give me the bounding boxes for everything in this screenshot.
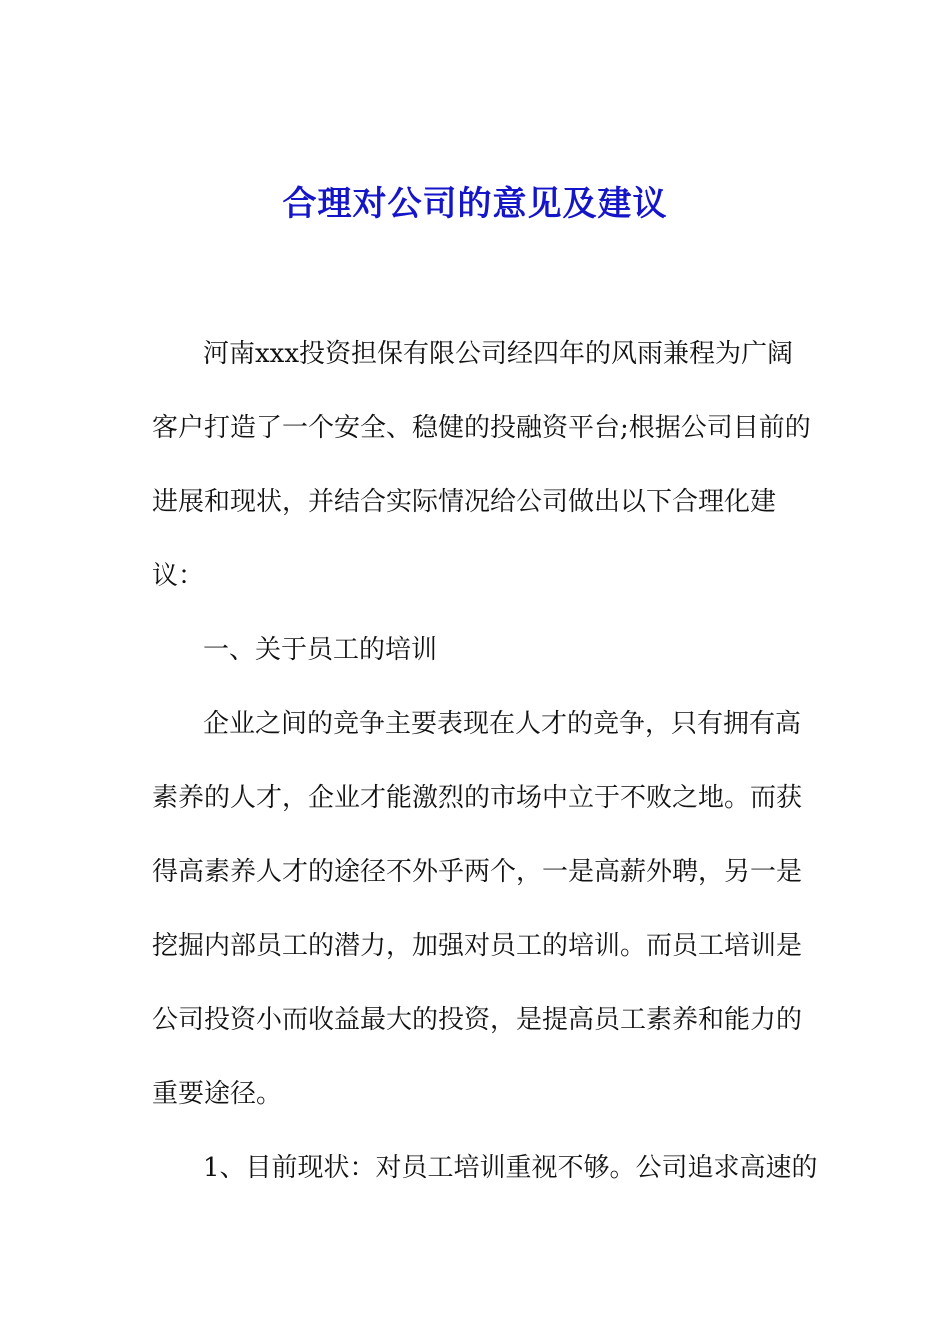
paragraph-line: 公司投资小而收益最大的投资，是提高员工素养和能力的: [152, 1005, 803, 1035]
section-heading: 一、关于员工的培训: [203, 635, 438, 665]
paragraph-line: 进展和现状，并结合实际情况给公司做出以下合理化建: [152, 487, 777, 517]
paragraph-line: 议：: [152, 561, 205, 591]
paragraph-line: 挖掘内部员工的潜力，加强对员工的培训。而员工培训是: [152, 931, 803, 961]
paragraph-line: 得高素养人才的途径不外乎两个，一是高薪外聘，另一是: [152, 857, 803, 887]
paragraph-line: 客户打造了一个安全、稳健的投融资平台;根据公司目前的: [152, 413, 811, 443]
paragraph-line: 企业之间的竞争主要表现在人才的竞争，只有拥有高: [203, 709, 802, 739]
paragraph-line: 1、目前现状：对员工培训重视不够。公司追求高速的: [203, 1153, 818, 1183]
paragraph-line: 素养的人才，企业才能激烈的市场中立于不败之地。而获: [152, 783, 803, 813]
paragraph-line: 河南xxx投资担保有限公司经四年的风雨兼程为广阔: [203, 339, 793, 369]
document-title: 合理对公司的意见及建议: [282, 184, 668, 224]
paragraph-line: 重要途径。: [152, 1079, 283, 1109]
